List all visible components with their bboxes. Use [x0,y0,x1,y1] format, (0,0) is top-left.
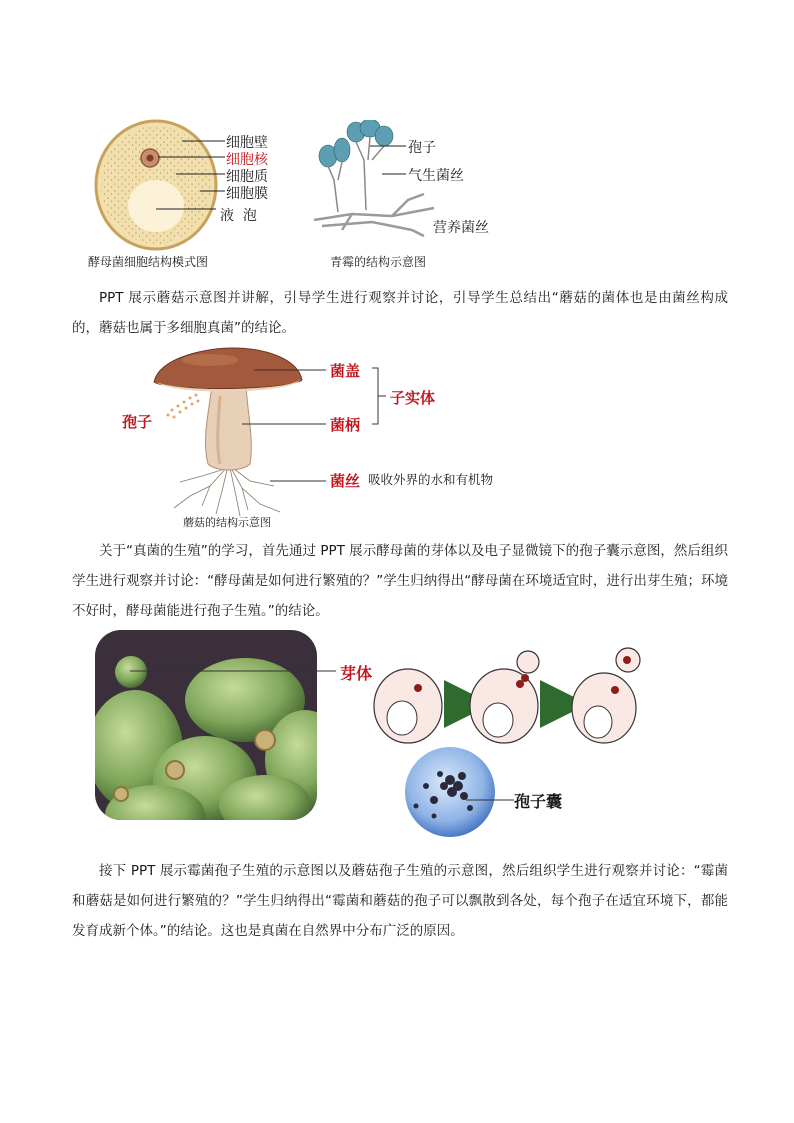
paragraph-mushroom-intro: PPT 展示蘑菇示意图并讲解，引导学生进行观察并讨论，引导学生总结出“蘑菇的菌体也是由菌丝构成的，蘑菇也属于多细胞真菌”的结论。 [72,290,728,336]
paragraph-fungal-reproduction: 关于“真菌的生殖”的学习，首先通过 PPT 展示酵母菌的芽体以及电子显微镜下的孢子囊示意图，然后组织学生进行观察并讨论：“酵母菌是如何进行繁殖的？”学生归纳得出“酵母菌在环境适宜时，进行出芽生殖；环境不好时，酵母菌能进行孢子生殖。”的结论。 [72,543,728,619]
budding-sequence [372,646,642,746]
label-nucleus: 细胞核 [226,152,268,168]
label-fruiting-body: 子实体 [390,389,436,407]
label-hyphae-note: 吸收外界的水和有机物 [368,472,494,487]
label-bud: 芽体 [340,664,373,683]
label-spores: 孢子 [122,413,153,431]
mushroom-caption: 蘑菇的结构示意图 [183,516,271,529]
paragraph-spore-reproduction: 接下 PPT 展示霉菌孢子生殖的示意图以及蘑菇孢子生殖的示意图，然后组织学生进行观察并讨论：“霉菌和蘑菇是如何进行繁殖的？”学生归纳得出“霉菌和蘑菇的孢子可以飘散到各处，每个孢子在适宜环境下，都能发育成新个体。”的结论。这也是真菌在自然界中分布广泛的原因。 [72,863,728,939]
label-cell-membrane: 细胞膜 [226,186,268,202]
figure-mushroom [0,340,794,535]
label-sporangium: 孢子囊 [514,792,563,811]
label-aerial-hyphae: 气生菌丝 [408,168,464,184]
spore-dots [162,392,202,422]
label-spore: 孢子 [408,140,436,156]
label-cap: 菌盖 [330,362,361,380]
yeast-leader-lines [150,130,230,220]
label-stem: 菌柄 [330,416,361,434]
figure-yeast-and-mold [0,0,794,275]
label-cell-wall: 细胞壁 [226,135,268,151]
sporangium-micrograph [404,746,496,838]
figure-budding [0,628,794,848]
mold-caption: 青霉的结构示意图 [330,255,427,269]
sporangium-leader-line [466,797,516,803]
label-nutrient-hyphae: 营养菌丝 [433,220,489,236]
label-cytoplasm: 细胞质 [226,169,268,185]
mold-leader-lines [360,140,410,230]
yeast-caption: 酵母菌细胞结构模式图 [88,255,209,269]
bud-leader-line [130,668,340,674]
label-vacuole: 液 泡 [220,208,257,224]
label-hyphae: 菌丝 [330,472,361,490]
yeast-micrograph [95,630,317,820]
